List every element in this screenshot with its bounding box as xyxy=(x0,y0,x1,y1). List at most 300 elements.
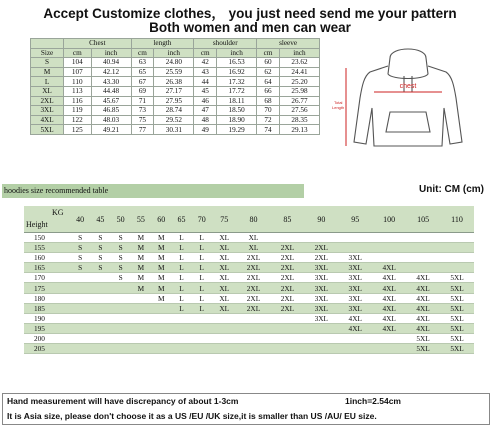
height-cell: 170 xyxy=(24,273,70,283)
recommend-size-cell xyxy=(270,313,304,323)
size-value-cell: 75 xyxy=(131,115,154,125)
size-row xyxy=(31,77,320,87)
recommend-size-cell: M xyxy=(157,273,165,283)
size-value-cell: 116 xyxy=(64,96,91,106)
heading-line-2: Both women and men can wear xyxy=(149,20,351,35)
size-value-cell: 24.41 xyxy=(279,67,319,77)
recommend-size-cell: 4XL xyxy=(416,313,430,323)
recommend-size-cell xyxy=(212,344,237,354)
kg-label: KG xyxy=(52,208,64,217)
recommend-size-cell: 4XL xyxy=(406,303,440,313)
size-value-cell: 43 xyxy=(194,67,217,77)
size-value-cell: 46 xyxy=(194,96,217,106)
recommend-size-cell xyxy=(131,313,151,323)
note-discrepancy: Hand measurement will have discrepancy of about 1-3cm xyxy=(7,396,239,406)
recommend-row xyxy=(24,293,474,303)
recommend-size-cell xyxy=(70,323,90,333)
recommend-size-cell xyxy=(90,273,110,283)
recommend-size-cell: 3XL xyxy=(338,263,372,273)
recommend-size-cell: 2XL xyxy=(237,263,271,273)
size-value-cell: 23.62 xyxy=(279,58,319,68)
height-cell: 190 xyxy=(24,313,70,323)
size-name-cell: XL xyxy=(31,86,64,96)
recommend-size-cell: 5XL xyxy=(440,344,474,354)
recommend-size-cell: 4XL xyxy=(372,323,406,333)
recommend-size-cell: L xyxy=(171,263,191,273)
size-row xyxy=(31,125,320,135)
recommend-size-cell: 3XL xyxy=(314,313,329,323)
recommend-row xyxy=(24,303,474,313)
size-value-cell: 65 xyxy=(131,67,154,77)
weight-header-cell: 85 xyxy=(270,206,304,233)
recommend-size-cell: 5XL xyxy=(450,313,464,323)
height-cell: 150 xyxy=(24,233,70,243)
size-value-cell: 40.94 xyxy=(91,58,131,68)
recommend-size-cell xyxy=(372,253,406,263)
weight-header-cell: 80 xyxy=(237,206,271,233)
weight-header-cell: 40 xyxy=(70,206,90,233)
unit-header-cell: inch xyxy=(279,48,319,58)
recommend-size-cell: XL xyxy=(219,273,230,283)
size-value-cell: 17.72 xyxy=(217,86,257,96)
recommend-size-cell: 2XL xyxy=(270,243,304,253)
size-row xyxy=(31,96,320,106)
unit-header-cell: cm xyxy=(131,48,154,58)
size-value-cell: 45 xyxy=(194,86,217,96)
height-cell: 175 xyxy=(24,283,70,293)
recommend-size-cell xyxy=(304,323,338,333)
recommend-size-cell: 3XL xyxy=(304,303,338,313)
recommend-row xyxy=(24,333,474,343)
recommend-size-cell: 5XL xyxy=(450,293,464,303)
weight-header-cell: 95 xyxy=(338,206,372,233)
recommend-size-cell xyxy=(171,313,191,323)
recommend-size-cell xyxy=(171,323,191,333)
size-value-cell: 17.32 xyxy=(217,77,257,87)
unit-header-cell: inch xyxy=(217,48,257,58)
recommend-size-cell: S xyxy=(111,243,131,253)
recommend-size-cell: M xyxy=(151,263,171,273)
recommend-size-cell xyxy=(90,313,110,323)
recommend-size-cell: 4XL xyxy=(348,313,362,323)
recommend-size-cell: XL xyxy=(219,233,230,243)
recommend-size-cell xyxy=(111,283,131,293)
recommend-size-cell xyxy=(131,333,151,343)
height-cell: 180 xyxy=(24,293,70,303)
measure-lines xyxy=(346,68,442,146)
recommend-size-cell xyxy=(270,233,304,243)
recommend-size-cell: S xyxy=(98,253,103,263)
size-value-cell: 66 xyxy=(257,86,280,96)
size-value-cell: 45.67 xyxy=(91,96,131,106)
recommend-size-cell: 5XL xyxy=(440,283,474,293)
recommend-table-bar: hoodies size recommended table xyxy=(2,184,304,198)
recommend-size-cell xyxy=(406,233,440,243)
size-value-cell: 122 xyxy=(64,115,91,125)
height-cell: 195 xyxy=(24,323,70,333)
height-cell: 185 xyxy=(24,303,70,313)
unit-header-cell: inch xyxy=(154,48,194,58)
heading-line-1: Accept Customize clothes， you just need send me your pattern xyxy=(43,6,457,21)
recommend-size-cell: 3XL xyxy=(338,303,372,313)
recommend-size-cell: 3XL xyxy=(348,293,362,303)
size-chart-unit-header xyxy=(31,48,320,58)
size-value-cell: 25.59 xyxy=(154,67,194,77)
size-value-cell: 46.85 xyxy=(91,106,131,116)
recommend-size-cell: M xyxy=(137,233,145,243)
recommend-size-cell: 5XL xyxy=(416,333,430,343)
group-chest: Chest xyxy=(64,39,131,49)
size-value-cell: 44.48 xyxy=(91,86,131,96)
weight-header-cell: 110 xyxy=(440,206,474,233)
recommend-size-cell: M xyxy=(137,273,145,283)
recommend-size-cell: 4XL xyxy=(416,273,430,283)
size-value-cell: 125 xyxy=(64,125,91,135)
recommend-row xyxy=(24,263,474,273)
recommend-size-cell xyxy=(372,344,406,354)
recommend-size-cell xyxy=(338,344,372,354)
recommend-size-cell xyxy=(192,323,212,333)
unit-header-cell: Size xyxy=(31,48,64,58)
recommend-size-cell xyxy=(212,323,237,333)
recommend-size-cell xyxy=(151,344,171,354)
size-value-cell: 43.30 xyxy=(91,77,131,87)
recommend-size-cell xyxy=(131,344,151,354)
recommend-size-cell: 4XL xyxy=(372,303,406,313)
recommend-size-cell: 3XL xyxy=(304,263,338,273)
recommend-size-cell: M xyxy=(131,243,151,253)
height-cell: 205 xyxy=(24,344,70,354)
recommend-size-cell xyxy=(270,323,304,333)
recommend-size-cell xyxy=(212,313,237,323)
recommend-size-cell xyxy=(237,344,271,354)
size-value-cell: 69 xyxy=(131,86,154,96)
recommend-size-cell: 4XL xyxy=(406,323,440,333)
recommend-size-cell: 5XL xyxy=(450,333,464,343)
size-value-cell: 27.56 xyxy=(279,106,319,116)
recommend-row xyxy=(24,243,474,253)
recommend-size-cell: 4XL xyxy=(382,313,396,323)
size-value-cell: 110 xyxy=(64,77,91,87)
recommend-size-cell: XL xyxy=(212,243,237,253)
recommend-size-cell: S xyxy=(90,243,110,253)
size-row xyxy=(31,67,320,77)
recommend-size-cell: 4XL xyxy=(382,273,396,283)
unit-header-cell: cm xyxy=(64,48,91,58)
size-value-cell: 29.52 xyxy=(154,115,194,125)
size-value-cell: 29.13 xyxy=(279,125,319,135)
recommend-size-cell: S xyxy=(98,233,103,243)
recommend-size-cell xyxy=(372,333,406,343)
recommend-size-cell xyxy=(440,263,474,273)
recommend-size-cell xyxy=(111,323,131,333)
recommend-size-cell: 2XL xyxy=(270,263,304,273)
recommend-size-cell xyxy=(111,344,131,354)
weight-header-cell: 100 xyxy=(372,206,406,233)
recommend-size-cell: 4XL xyxy=(416,293,430,303)
recommend-size-cell: 4XL xyxy=(406,283,440,293)
size-value-cell: 119 xyxy=(64,106,91,116)
recommend-size-cell: XL xyxy=(219,253,230,263)
recommend-size-cell: 2XL xyxy=(246,273,261,283)
size-value-cell: 47 xyxy=(194,106,217,116)
recommend-row xyxy=(24,323,474,333)
recommend-row xyxy=(24,283,474,293)
weight-header-cell: 70 xyxy=(192,206,212,233)
size-value-cell: 64 xyxy=(257,77,280,87)
recommend-size-cell: S xyxy=(118,233,123,243)
recommend-row xyxy=(24,253,474,263)
recommend-size-cell: L xyxy=(171,303,191,313)
recommend-size-cell: M xyxy=(151,283,171,293)
recommend-size-cell xyxy=(70,333,90,343)
recommend-size-cell: S xyxy=(70,243,90,253)
recommend-size-cell: 5XL xyxy=(406,344,440,354)
recommend-size-cell xyxy=(237,313,271,323)
size-value-cell: 28.35 xyxy=(279,115,319,125)
recommend-size-cell xyxy=(70,313,90,323)
recommend-size-cell: S xyxy=(90,263,110,273)
size-name-cell: 2XL xyxy=(31,96,64,106)
size-name-cell: L xyxy=(31,77,64,87)
recommend-size-cell: 2XL xyxy=(280,273,295,283)
size-chart-corner xyxy=(31,39,64,49)
recommend-size-cell: L xyxy=(199,253,204,263)
recommend-size-cell xyxy=(192,313,212,323)
recommend-size-cell: 2XL xyxy=(237,303,271,313)
recommend-size-cell xyxy=(237,323,271,333)
recommend-size-cell xyxy=(440,233,474,243)
recommend-size-cell: L xyxy=(179,273,184,283)
weight-header-cell: 60 xyxy=(151,206,171,233)
unit-label: Unit: CM (cm) xyxy=(419,184,484,195)
recommend-size-cell: 2XL xyxy=(237,283,271,293)
recommend-size-cell: 2XL xyxy=(270,283,304,293)
size-value-cell: 24.80 xyxy=(154,58,194,68)
recommend-size-cell xyxy=(192,333,212,343)
recommend-size-cell xyxy=(111,313,131,323)
recommend-size-cell: L xyxy=(179,253,184,263)
size-name-cell: 5XL xyxy=(31,125,64,135)
recommend-size-cell xyxy=(406,263,440,273)
size-value-cell: 74 xyxy=(257,125,280,135)
recommend-size-cell: 4XL xyxy=(372,263,406,273)
size-value-cell: 44 xyxy=(194,77,217,87)
recommend-size-cell xyxy=(111,293,131,303)
recommend-header-row xyxy=(24,206,474,233)
size-chart-body xyxy=(31,58,320,135)
recommend-row xyxy=(24,233,474,243)
size-name-cell: 3XL xyxy=(31,106,64,116)
recommend-size-cell: 5XL xyxy=(440,303,474,313)
recommend-size-cell xyxy=(111,303,131,313)
recommend-size-cell: M xyxy=(131,263,151,273)
recommend-size-cell: S xyxy=(111,263,131,273)
recommend-size-cell xyxy=(131,293,151,303)
recommend-size-cell: XL xyxy=(212,263,237,273)
recommend-size-cell xyxy=(440,253,474,263)
size-value-cell: 48 xyxy=(194,115,217,125)
recommend-size-cell xyxy=(70,344,90,354)
recommend-size-cell xyxy=(111,333,131,343)
kg-height-corner xyxy=(24,206,70,233)
recommend-size-cell: 5XL xyxy=(440,323,474,333)
recommend-size-cell: L xyxy=(192,243,212,253)
weight-header-cell: 65 xyxy=(171,206,191,233)
recommend-size-cell xyxy=(70,283,90,293)
height-cell: 200 xyxy=(24,333,70,343)
recommend-size-cell xyxy=(406,253,440,263)
recommend-size-cell xyxy=(90,333,110,343)
unit-header-cell: inch xyxy=(91,48,131,58)
recommend-size-cell xyxy=(70,293,90,303)
size-value-cell: 49.21 xyxy=(91,125,131,135)
recommend-size-cell: XL xyxy=(237,243,271,253)
size-name-cell: S xyxy=(31,58,64,68)
recommend-size-cell: XL xyxy=(219,293,230,303)
recommend-size-cell xyxy=(372,233,406,243)
recommend-size-cell: M xyxy=(157,233,165,243)
recommend-size-cell xyxy=(270,344,304,354)
size-value-cell: 27.95 xyxy=(154,96,194,106)
recommend-size-cell xyxy=(151,313,171,323)
recommend-size-cell: M xyxy=(157,293,165,303)
size-value-cell: 19.29 xyxy=(217,125,257,135)
size-value-cell: 113 xyxy=(64,86,91,96)
size-chart-table xyxy=(30,38,320,135)
recommend-size-cell xyxy=(70,273,90,283)
recommend-size-cell xyxy=(90,323,110,333)
weight-header-cell: 105 xyxy=(406,206,440,233)
recommend-size-cell xyxy=(406,243,440,253)
height-cell: 165 xyxy=(24,263,70,273)
size-value-cell: 30.31 xyxy=(154,125,194,135)
size-value-cell: 60 xyxy=(257,58,280,68)
recommend-size-cell: L xyxy=(199,233,204,243)
recommend-row xyxy=(24,273,474,283)
note-asia-size: It is Asia size, please don't choose it as a US /EU /UK size,it is smaller than US /AU/ EU size. xyxy=(7,411,377,421)
recommend-size-cell: 2XL xyxy=(246,253,261,263)
size-value-cell: 27.17 xyxy=(154,86,194,96)
recommend-size-cell xyxy=(237,333,271,343)
weight-header-cell: 50 xyxy=(111,206,131,233)
unit-header-cell: cm xyxy=(257,48,280,58)
recommend-size-cell: S xyxy=(118,253,123,263)
group-length: length xyxy=(131,39,194,49)
total-label: Total xyxy=(334,100,343,105)
recommend-table-body xyxy=(24,206,474,354)
recommend-size-cell: XL xyxy=(212,283,237,293)
recommend-size-cell xyxy=(338,333,372,343)
recommend-size-cell xyxy=(338,243,372,253)
recommend-size-cell: L xyxy=(179,233,184,243)
size-row xyxy=(31,58,320,68)
recommend-size-cell xyxy=(270,333,304,343)
recommend-size-cell: 2XL xyxy=(314,253,329,263)
recommend-size-cell: 5XL xyxy=(450,273,464,283)
group-shoulder: shoulder xyxy=(194,39,257,49)
recommend-size-cell: M xyxy=(157,253,165,263)
recommend-size-cell: L xyxy=(199,273,204,283)
size-value-cell: 67 xyxy=(131,77,154,87)
recommend-size-cell: 2XL xyxy=(280,293,295,303)
recommend-size-cell: S xyxy=(118,273,123,283)
size-value-cell: 70 xyxy=(257,106,280,116)
size-value-cell: 18.90 xyxy=(217,115,257,125)
recommend-size-cell xyxy=(90,293,110,303)
recommend-size-cell: 3XL xyxy=(338,283,372,293)
recommend-size-cell xyxy=(171,344,191,354)
unit-header-cell: cm xyxy=(194,48,217,58)
size-value-cell: 71 xyxy=(131,96,154,106)
recommend-row xyxy=(24,313,474,323)
recommend-size-cell: S xyxy=(78,233,83,243)
size-name-cell: 4XL xyxy=(31,115,64,125)
recommend-size-cell: 2XL xyxy=(246,293,261,303)
recommend-size-cell xyxy=(440,243,474,253)
recommend-size-cell: M xyxy=(137,253,145,263)
size-value-cell: 77 xyxy=(131,125,154,135)
size-value-cell: 18.11 xyxy=(217,96,257,106)
size-value-cell: 18.50 xyxy=(217,106,257,116)
chest-label: chest xyxy=(399,83,417,90)
recommend-size-cell xyxy=(151,323,171,333)
recommend-row xyxy=(24,344,474,354)
size-row xyxy=(31,115,320,125)
recommend-size-cell: 3XL xyxy=(314,293,329,303)
recommend-size-cell xyxy=(131,323,151,333)
recommend-size-cell: S xyxy=(78,253,83,263)
recommend-size-cell xyxy=(192,344,212,354)
size-value-cell: 28.74 xyxy=(154,106,194,116)
recommend-size-cell xyxy=(70,303,90,313)
recommend-table xyxy=(24,206,474,354)
recommend-size-cell: L xyxy=(171,283,191,293)
height-label: Height xyxy=(26,220,48,229)
weight-header-cell: 75 xyxy=(212,206,237,233)
recommend-size-cell xyxy=(304,333,338,343)
size-value-cell: 25.98 xyxy=(279,86,319,96)
recommend-size-cell: L xyxy=(192,283,212,293)
recommend-size-cell xyxy=(151,303,171,313)
size-value-cell: 107 xyxy=(64,67,91,77)
hoodie-diagram xyxy=(328,46,488,156)
weight-header-cell: 45 xyxy=(90,206,110,233)
recommend-size-cell: S xyxy=(70,263,90,273)
size-value-cell: 16.92 xyxy=(217,67,257,77)
size-value-cell: 48.03 xyxy=(91,115,131,125)
size-value-cell: 26.38 xyxy=(154,77,194,87)
recommend-size-cell: 3XL xyxy=(348,253,362,263)
size-row xyxy=(31,86,320,96)
recommend-size-cell: 3XL xyxy=(314,273,329,283)
recommend-size-cell: XL xyxy=(248,233,259,243)
size-chart-group-header xyxy=(31,39,320,49)
size-value-cell: 73 xyxy=(131,106,154,116)
recommend-size-cell xyxy=(372,243,406,253)
recommend-size-cell xyxy=(90,283,110,293)
recommend-size-cell: 2XL xyxy=(270,303,304,313)
size-value-cell: 26.77 xyxy=(279,96,319,106)
recommend-size-cell: L xyxy=(192,303,212,313)
note-inch-conversion: 1inch=2.54cm xyxy=(345,396,401,406)
recommend-size-cell xyxy=(212,333,237,343)
recommend-size-cell xyxy=(304,233,338,243)
recommend-size-cell: 2XL xyxy=(280,253,295,263)
recommend-size-cell: L xyxy=(192,263,212,273)
size-value-cell: 25.20 xyxy=(279,77,319,87)
recommend-size-cell xyxy=(151,333,171,343)
